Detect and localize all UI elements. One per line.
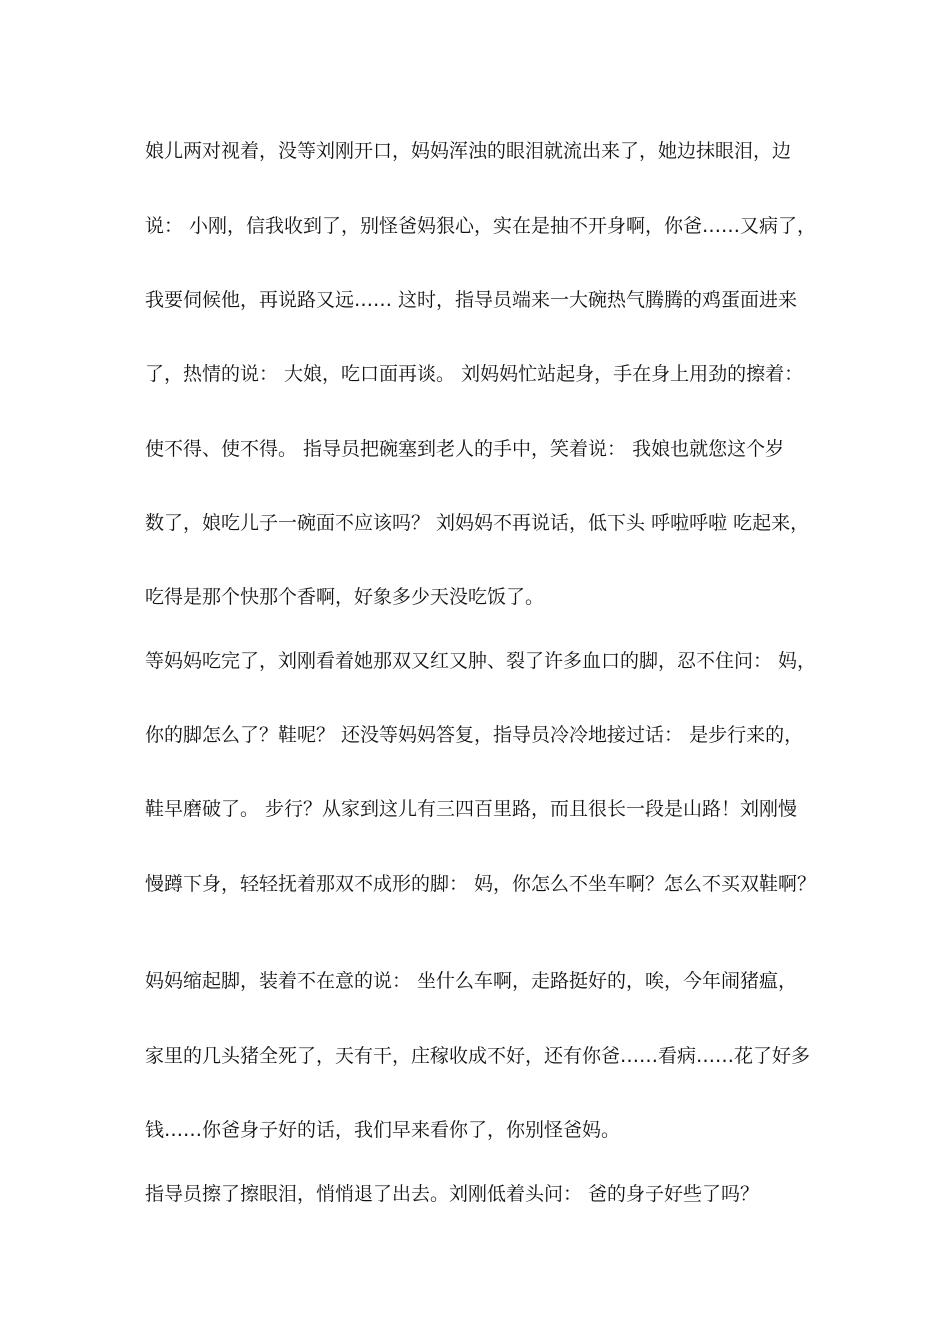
- text-line: 慢蹲下身，轻轻抚着那双不成形的脚： 妈，你怎么不坐车啊？怎么不买双鞋啊？: [145, 873, 817, 895]
- text-line: 吃得是那个快那个香啊，好象多少天没吃饭了。: [145, 586, 545, 608]
- text-line: 娘儿两对视着，没等刘刚开口，妈妈浑浊的眼泪就流出来了，她边抹眼泪，边: [145, 140, 792, 162]
- text-line: 你的脚怎么了？鞋呢？ 还没等妈妈答复，指导员冷冷地接过话： 是步行来的，: [145, 724, 804, 746]
- text-line: 使不得、使不得。 指导员把碗塞到老人的手中，笑着说： 我娘也就您这个岁: [145, 438, 785, 460]
- text-line: 我要伺候他，再说路又远…… 这时，指导员端来一大碗热气腾腾的鸡蛋面进来: [145, 289, 798, 311]
- text-line: 指导员擦了擦眼泪，悄悄退了出去。刘刚低着头问： 爸的身子好些了吗？: [145, 1183, 760, 1205]
- text-line: 说： 小刚，信我收到了，别怪爸妈狠心，实在是抽不开身啊，你爸……又病了，: [145, 215, 817, 237]
- text-line: 鞋早磨破了。 步行？从家到这儿有三四百里路，而且很长一段是山路！刘刚慢: [145, 798, 798, 820]
- text-line: 了，热情的说： 大娘，吃口面再谈。 刘妈妈忙站起身，手在身上用劲的擦着：: [145, 363, 804, 385]
- text-line: 钱……你爸身子好的话，我们早来看你了，你别怪爸妈。: [145, 1119, 621, 1141]
- text-line: 等妈妈吃完了，刘刚看着她那双又红又肿、裂了许多血口的脚，忍不住问： 妈，: [145, 650, 817, 672]
- text-line: 数了，娘吃儿子一碗面不应该吗？ 刘妈妈不再说话，低下头 呼啦呼啦 吃起来，: [145, 512, 810, 534]
- text-line: 家里的几头猪全死了，天有干，庄稼收成不好，还有你爸……看病……花了好多: [145, 1045, 811, 1067]
- text-line: 妈妈缩起脚，装着不在意的说： 坐什么车啊，走路挺好的，唉，今年闹猪瘟，: [145, 970, 798, 992]
